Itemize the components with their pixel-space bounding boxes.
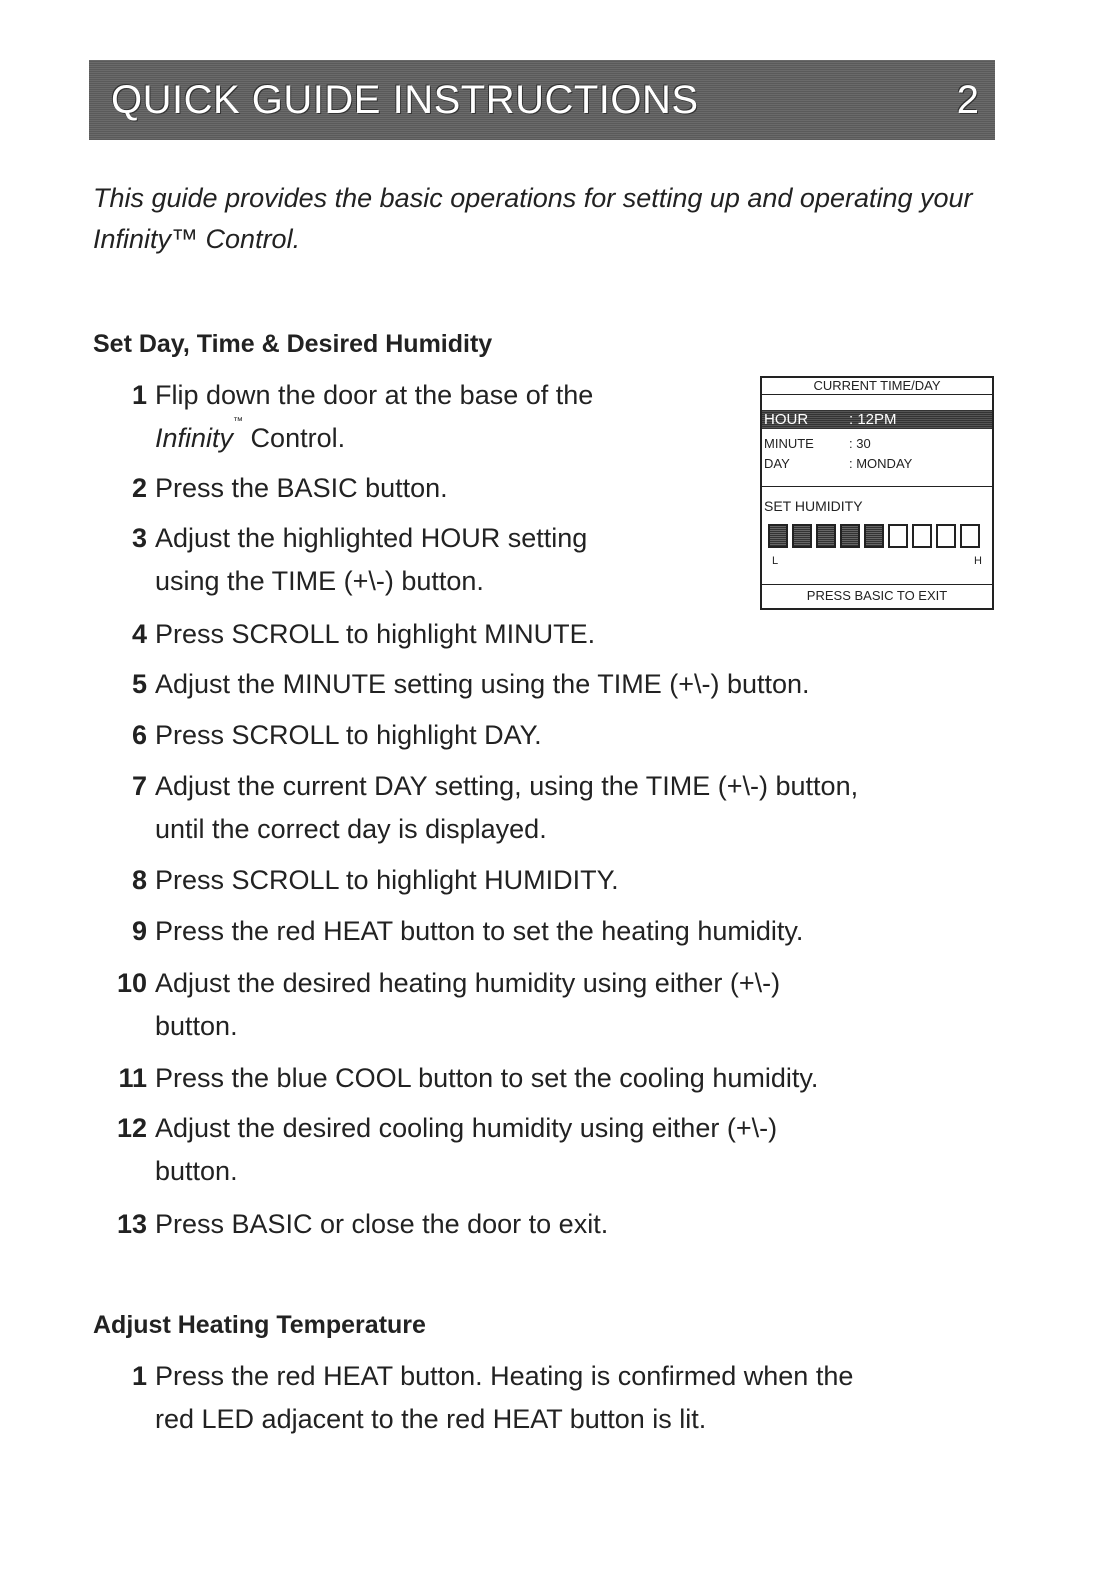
step-number: 9 <box>131 916 147 946</box>
step-number: 4 <box>131 619 147 649</box>
step-number: 12 <box>117 1113 148 1143</box>
step-text: Adjust the desired cooling humidity using either (+\-) <box>155 1113 778 1143</box>
humidity-cell-filled <box>864 524 884 548</box>
step-13 <box>117 1203 609 1246</box>
humidity-cell-filled <box>840 524 860 548</box>
panel-title: CURRENT TIME/DAY <box>813 378 941 393</box>
minute-label: MINUTE <box>764 436 814 451</box>
step-6 <box>131 714 542 757</box>
step-10 <box>117 962 995 1048</box>
section-heading-heating: Adjust Heating Temperature <box>93 1311 426 1339</box>
day-label: DAY <box>764 456 790 471</box>
step-text: Adjust the current DAY setting, using the TIME (+\-) button, <box>155 771 859 801</box>
panel-divider <box>762 394 992 395</box>
day-value: : MONDAY <box>849 456 913 471</box>
step-number: 13 <box>117 1209 148 1239</box>
humidity-cell-filled <box>768 524 788 548</box>
humidity-cell-empty <box>888 524 908 548</box>
humidity-high-label: H <box>974 555 982 567</box>
hour-value: : 12PM <box>849 411 897 428</box>
step-9 <box>131 910 804 953</box>
humidity-cell-empty <box>936 524 956 548</box>
humidity-cell-filled <box>792 524 812 548</box>
step-text: Press SCROLL to highlight MINUTE. <box>155 619 596 649</box>
step-text: Adjust the desired heating humidity using either (+\-) <box>155 968 781 998</box>
panel-hour-row-highlighted <box>762 410 992 429</box>
section-heading-set-day: Set Day, Time & Desired Humidity <box>93 330 493 358</box>
step-number: 1 <box>131 1361 147 1391</box>
step-text: Press SCROLL to highlight DAY. <box>155 720 542 750</box>
step-text-cont: red LED adjacent to the red HEAT button is lit. <box>155 1404 707 1434</box>
step-8 <box>131 859 619 902</box>
step-text-cont: using the TIME (+\-) button. <box>155 566 484 596</box>
step-text-cont: button. <box>155 1156 238 1186</box>
step-text: Press SCROLL to highlight HUMIDITY. <box>155 865 619 895</box>
step-text: Adjust the highlighted HOUR setting <box>155 523 588 553</box>
step-text-cont: Infinity™ Control. <box>155 416 346 453</box>
humidity-cell-filled <box>816 524 836 548</box>
step-12 <box>117 1107 995 1193</box>
step-4 <box>131 613 596 656</box>
page-title: QUICK GUIDE INSTRUCTIONS <box>111 78 699 122</box>
step-number: 1 <box>131 380 147 410</box>
step-text: Press the BASIC button. <box>155 473 448 503</box>
step-text: Press the red HEAT button. Heating is confirmed when the <box>155 1361 854 1391</box>
panel-footer: PRESS BASIC TO EXIT <box>806 588 948 603</box>
step-text: Press BASIC or close the door to exit. <box>155 1209 609 1239</box>
step-text-cont: until the correct day is displayed. <box>155 814 547 844</box>
step-11 <box>118 1057 819 1100</box>
panel-day-row <box>764 456 912 472</box>
page-number: 2 <box>956 78 979 122</box>
step-number: 8 <box>131 865 147 895</box>
step-number: 3 <box>131 523 147 553</box>
step-number: 10 <box>117 968 148 998</box>
step-text: Press the blue COOL button to set the cooling humidity. <box>155 1063 819 1093</box>
panel-minute-row <box>764 436 871 452</box>
step-2 <box>131 467 448 510</box>
set-humidity-label: SET HUMIDITY <box>764 498 863 514</box>
step-text-cont: button. <box>155 1011 238 1041</box>
hour-label: HOUR <box>764 411 809 428</box>
step-7 <box>131 765 995 851</box>
step-number: 5 <box>131 669 147 699</box>
humidity-cell-empty <box>960 524 980 548</box>
panel-divider <box>762 486 992 487</box>
panel-divider <box>762 584 992 585</box>
humidity-low-label: L <box>772 555 779 567</box>
step-number: 11 <box>118 1063 147 1093</box>
humidity-level-bar <box>768 524 980 548</box>
step-3 <box>131 517 715 603</box>
step-number: 2 <box>131 473 147 503</box>
header-bar <box>89 60 995 140</box>
heating-step-1 <box>131 1355 995 1441</box>
humidity-cell-empty <box>912 524 932 548</box>
step-5 <box>131 663 810 706</box>
step-text: Press the red HEAT button to set the heating humidity. <box>155 916 804 946</box>
minute-value: : 30 <box>849 436 871 451</box>
step-text: Adjust the MINUTE setting using the TIME (+\-) button. <box>155 669 810 699</box>
step-number: 6 <box>131 720 147 750</box>
lcd-display-panel <box>760 376 994 610</box>
intro-text: This guide provides the basic operations for setting up and operating your Infinity™ Control. <box>93 183 973 255</box>
step-text: Flip down the door at the base of the <box>155 380 594 410</box>
step-number: 7 <box>131 771 147 801</box>
step-1 <box>131 374 715 460</box>
